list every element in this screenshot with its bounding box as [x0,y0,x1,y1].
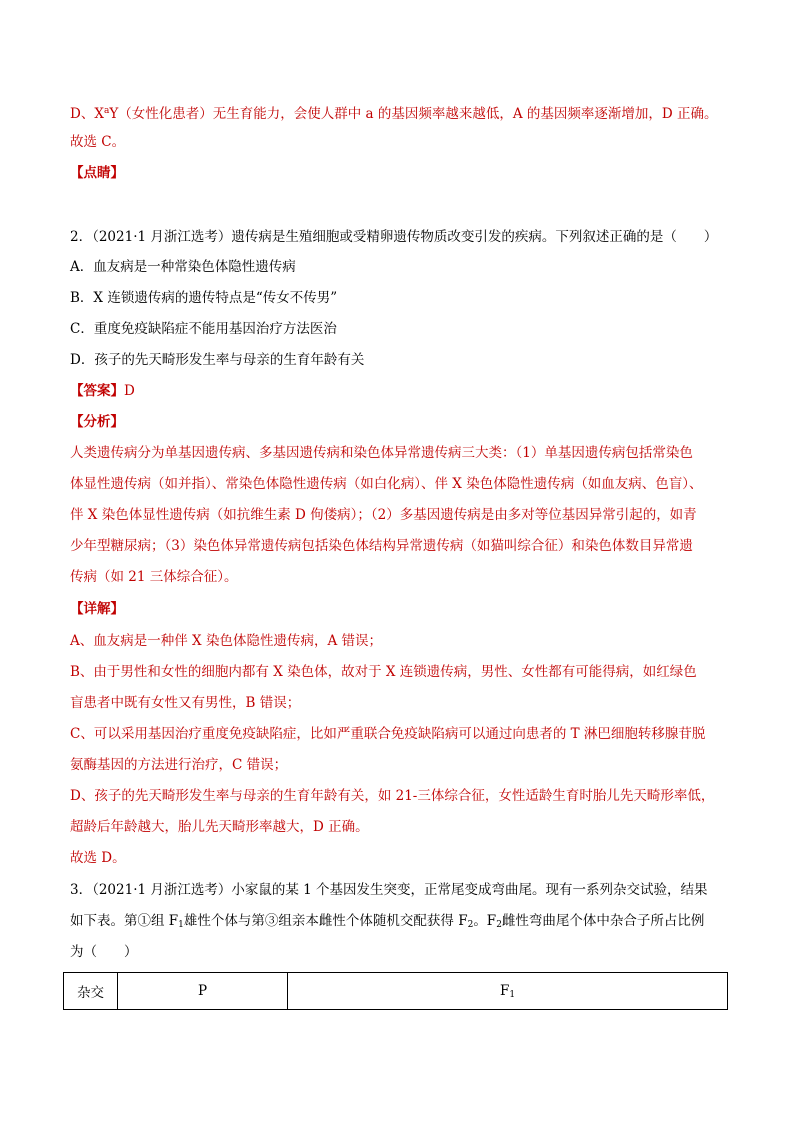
q2-option-c: C．重度免疫缺陷症不能用基因治疗方法医治 [70,321,337,337]
table-row [64,973,728,1010]
answer-value: D [124,383,135,399]
table-header-f1: $F_1$ [288,973,728,1010]
q2-conclusion: 故选 D。 [70,850,126,866]
table-header-parents: P [118,973,288,1010]
q2-answer [70,382,135,400]
detail-heading: 【详解】 [70,601,124,617]
table-header-cross: 杂交 [64,973,118,1010]
detail-line: 超龄后年龄越大，胎儿先天畸形率越大，D 正确。 [70,819,369,835]
detail-line: C、可以采用基因治疗重度免疫缺陷症，比如严重联合免疫缺陷病可以通过向患者的 T 淋巴细胞转移腺苷脱 [70,726,706,742]
q2-option-a: A．血友病是一种常染色体隐性遗传病 [70,259,296,275]
analysis-line: 人类遗传病分为单基因遗传病、多基因遗传病和染色体异常遗传病三大类：（1）单基因遗传病包括常染色 [70,445,693,461]
analysis-line: 体显性遗传病（如并指）、常染色体隐性遗传病（如白化病）、伴 X 染色体隐性遗传病（如血友病、色盲）、 [70,476,703,492]
prev-conclusion: 故选 C。 [70,134,126,150]
answer-heading: 【答案】 [70,383,124,399]
q3-stem-line: 如下表。第①组 $F_1$雄性个体与第③组亲本雌性个体随机交配获得 $F_2$。$F_2$雌性弯曲尾个体中杂合子所占比例 [70,913,705,930]
analysis-line: 伴 X 染色体显性遗传病（如抗维生素 D 佝偻病）；（2）多基因遗传病是由多对等位基因异常引起的，如青 [70,507,697,523]
detail-line: 氨酶基因的方法进行治疗，C 错误； [70,757,288,773]
detail-line: A、血友病是一种伴 X 染色体隐性遗传病，A 错误； [70,633,382,649]
analysis-heading: 【分析】 [70,414,124,430]
analysis-line: 传病（如 21 三体综合征）。 [70,569,238,585]
q3-stem-line: 3．（2021·1 月浙江选考）小家鼠的某 1 个基因发生突变，正常尾变成弯曲尾。现有一系列杂交试验，结果 [70,882,708,898]
comment-heading: 【点睛】 [70,165,124,181]
q3-stem-line: 为（ ） [70,944,138,960]
q2-option-b: B．X 连锁遗传病的遗传特点是“传女不传男” [70,290,338,306]
detail-line: 盲患者中既有女性又有男性，B 错误； [70,695,301,711]
analysis-line: 少年型糖尿病；（3）染色体异常遗传病包括染色体结构异常遗传病（如猫叫综合征）和染色体数目异常遗 [70,538,693,554]
prev-option-d-explanation: D、$X^aY$（女性化患者）无生育能力，会使人群中 a 的基因频率越来越低，A 的基因频率逐渐增加，D 正确。 [70,106,718,122]
q2-option-d: D．孩子的先天畸形发生率与母亲的生育年龄有关 [70,352,365,368]
detail-line: D、孩子的先天畸形发生率与母亲的生育年龄有关，如 21-三体综合征，女性适龄生育时胎儿先天畸形率低， [70,788,715,804]
cross-results-table [63,972,728,1010]
q2-stem: 2．（2021·1 月浙江选考）遗传病是生殖细胞或受精卵遗传物质改变引发的疾病。下列叙述正确的是（ ） [70,229,718,245]
detail-line: B、由于男性和女性的细胞内都有 X 染色体，故对于 X 连锁遗传病，男性、女性都有可能得病，如红绿色 [70,664,697,680]
